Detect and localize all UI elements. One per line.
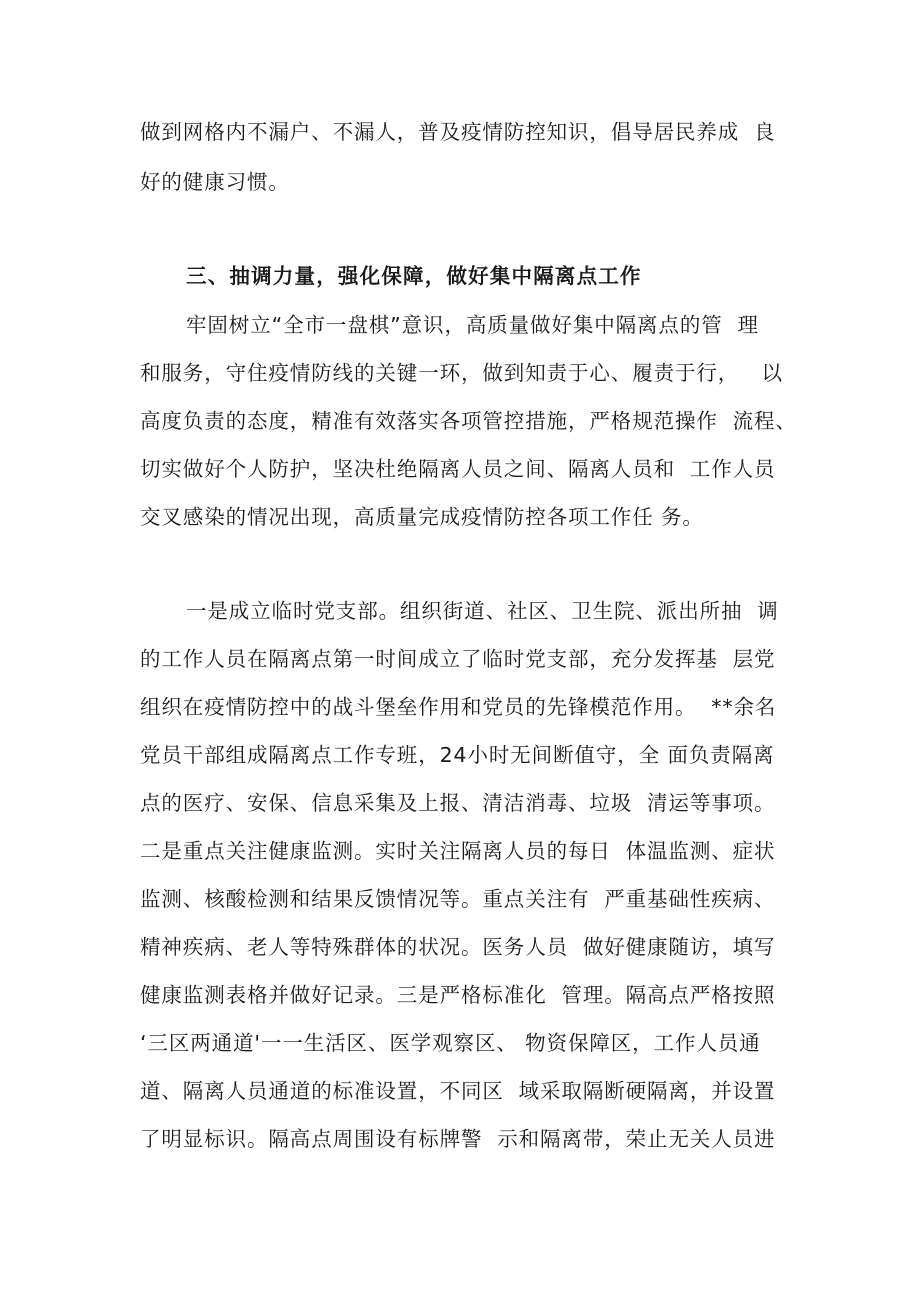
- detail-line: 监测、核酸检测和结果反馈情况等。重点关注有 严重基础性疾病、: [140, 887, 776, 911]
- detail-line: 精神疾病、老人等特殊群体的状况。医务人员 做好健康随访，填写: [140, 935, 776, 959]
- section-heading: 三、抽调力量，强化保障，做好集中隔离点工作: [186, 264, 642, 288]
- detail-line: 组织在疫情防控中的战斗堡垒作用和党员的先锋模范作用。 **余名: [140, 695, 777, 719]
- detail-line: 的工作人员在隔离点第一时间成立了临时党支部，充分发挥基 层党: [140, 647, 776, 671]
- section-body-line: 高度负责的态度，精准有效落实各项管控措施，严格规范操作 流程、: [140, 409, 797, 433]
- section-body-line: 切实做好个人防护，坚决杜绝隔离人员之间、隔离人员和 工作人员: [140, 457, 776, 481]
- section-body-line: 和服务，守住疫情防线的关键一环，做到知责于心、履责于行， 以: [140, 361, 783, 385]
- detail-line: ‘三区两通道'一一生活区、医学观察区、 物资保障区，工作人员通: [140, 1031, 761, 1055]
- intro-line: 好的健康习惯。: [140, 170, 290, 194]
- detail-line: 二是重点关注健康监测。实时关注隔离人员的每日 体温监测、症状: [140, 839, 776, 863]
- detail-line: 一是成立临时党支部。组织街道、社区、卫生院、派出所抽 调: [186, 599, 779, 623]
- detail-line: 了明显标识。隔高点周围设有标牌警 示和隔离带，荣止无关人员进: [140, 1127, 776, 1151]
- detail-line: 党员干部组成隔离点工作专班，24小时无间断值守，全 面负责隔离: [140, 743, 775, 767]
- section-body-line: 交叉感染的情况出现，高质量完成疫情防控各项工作任 务。: [140, 505, 704, 529]
- detail-line: 点的医疗、安保、信息采集及上报、清洁消毒、垃圾 清运等事项。: [140, 791, 776, 815]
- detail-line: 道、隔离人员通道的标准设置，不同区 域采取隔断硬隔离，并设置: [140, 1079, 776, 1103]
- detail-line: 健康监测表格并做好记录。三是严格标准化 管理。隔高点严格按照: [140, 983, 776, 1007]
- section-body-line: 牢固树立“全市一盘棋”意识，高质量做好集中隔离点的管 理: [186, 313, 759, 337]
- intro-line: 做到网格内不漏户、不漏人，普及疫情防控知识，倡导居民养成 良: [140, 120, 776, 144]
